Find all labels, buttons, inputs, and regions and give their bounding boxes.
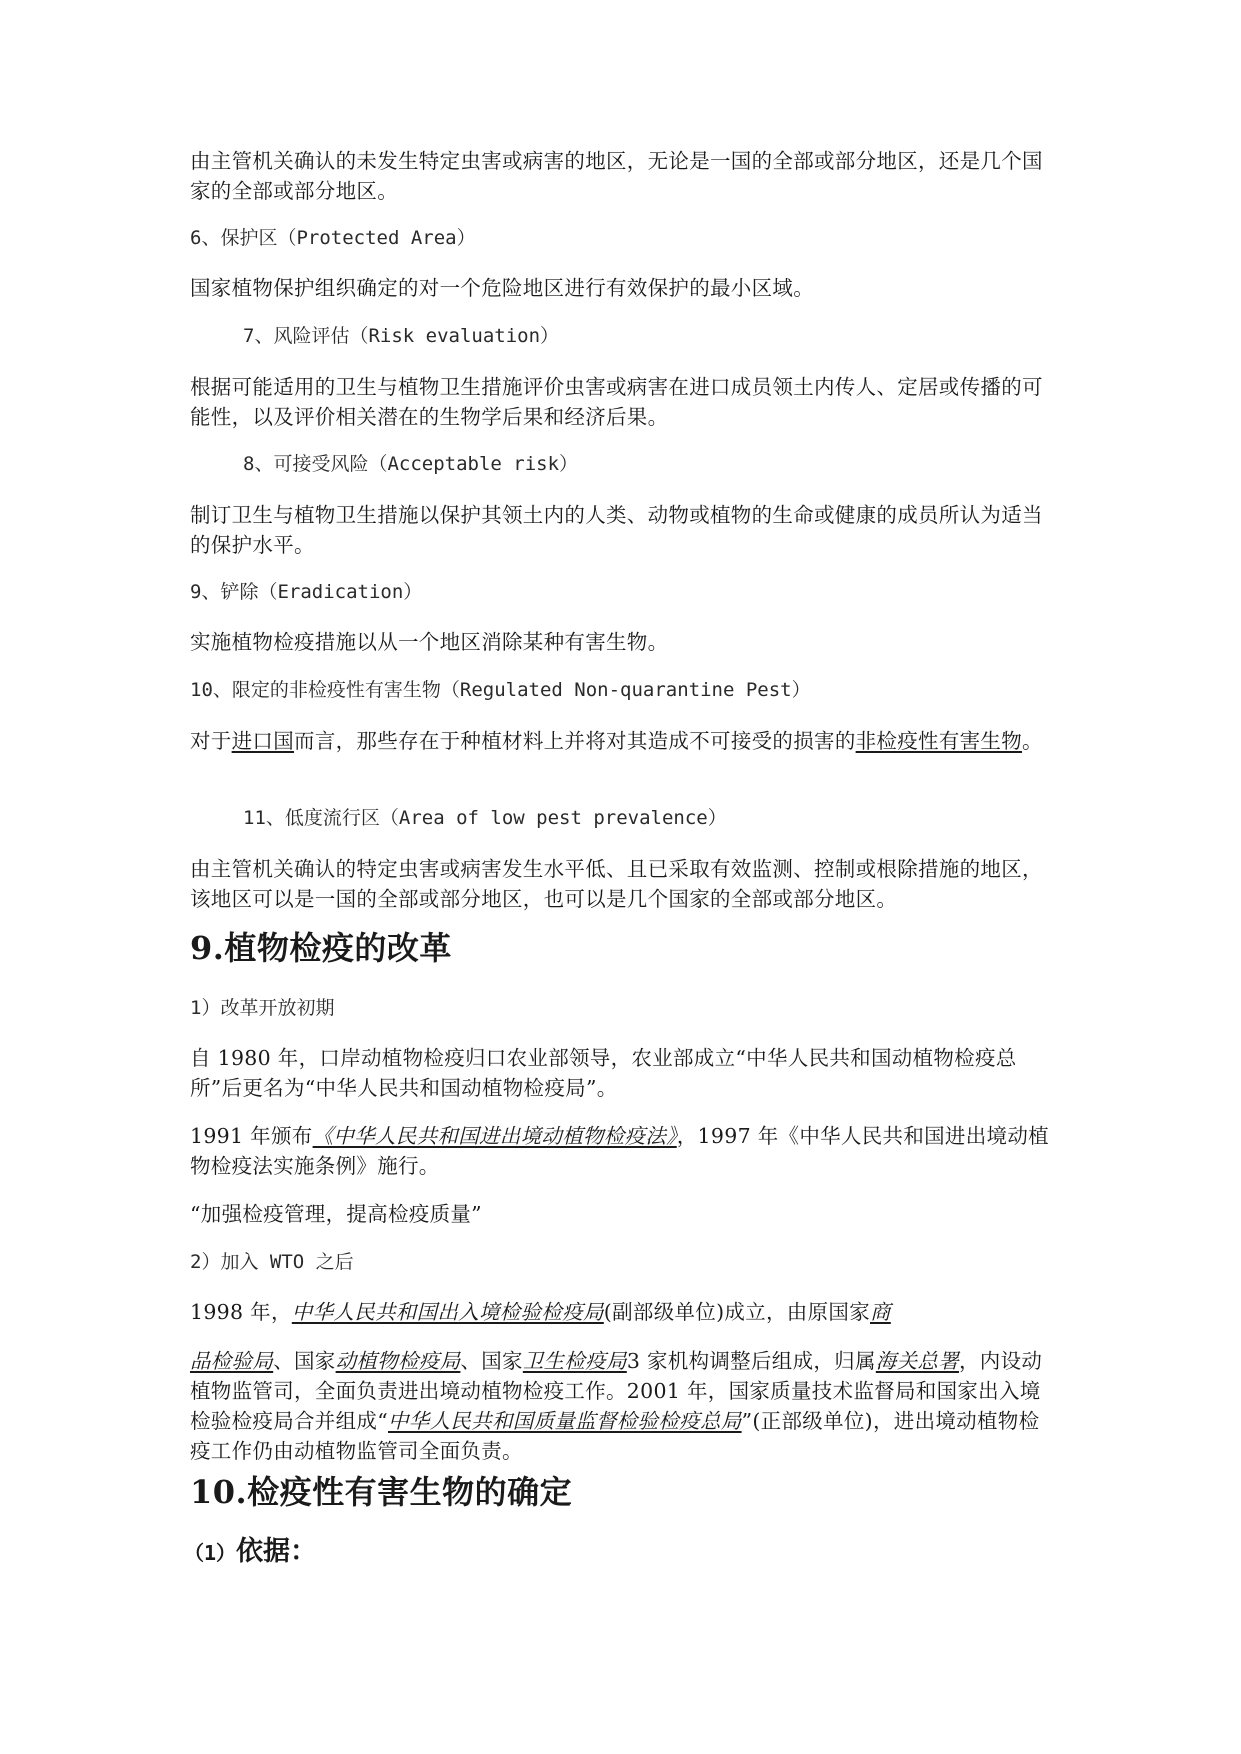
link-ciq-bureau[interactable]: 中华人民共和国出入境检验检疫局 bbox=[291, 1300, 604, 1324]
section-9-quote: “加强检疫管理，提高检疫质量” bbox=[190, 1202, 482, 1226]
definition-11-title: 11、低度流行区（Area of low pest prevalence） bbox=[243, 807, 727, 829]
intro-paragraph: 由主管机关确认的未发生特定虫害或病害的地区，无论是一国的全部或部分地区，还是几个国家的全部或部分地区。 bbox=[190, 149, 1043, 203]
link-quarantine-law[interactable]: 《中华人民共和国进出境动植物检疫法》 bbox=[312, 1124, 677, 1148]
section-10-heading: 10.检疫性有害生物的确定 bbox=[190, 1473, 573, 1511]
definition-7-title: 7、风险评估（Risk evaluation） bbox=[243, 325, 560, 347]
section-9-heading: 9.植物检疫的改革 bbox=[190, 929, 452, 967]
definition-10-title: 10、限定的非检疫性有害生物（Regulated Non-quarantine Pest） bbox=[190, 679, 811, 701]
link-health-quarantine-bureau[interactable]: 卫生检疫局 bbox=[522, 1349, 627, 1373]
definition-7-body: 根据可能适用的卫生与植物卫生措施评价虫害或病害在进口成员领土内传人、定居或传播的可能性，以及评价相关潜在的生物学后果和经济后果。 bbox=[190, 375, 1043, 429]
link-commodity-inspection-part-1[interactable]: 商 bbox=[870, 1300, 891, 1324]
section-9-paragraph-3: 1998 年，中华人民共和国出入境检验检疫局(副部级单位)成立，由原国家商 bbox=[190, 1300, 891, 1324]
link-customs-administration[interactable]: 海关总署 bbox=[875, 1349, 959, 1373]
section-9-paragraph-1: 自 1980 年，口岸动植物检疫归口农业部领导，农业部成立“中华人民共和国动植物检疫总所”后更名为“中华人民共和国动植物检疫局”。 bbox=[190, 1046, 1017, 1100]
definition-9-title: 9、铲除（Eradication） bbox=[190, 581, 423, 603]
section-10-sub-heading: （1）依据： bbox=[184, 1536, 318, 1567]
section-9-paragraph-2: 1991 年颁布《中华人民共和国进出境动植物检疫法》，1997 年《中华人民共和国进出境动植物检疫法实施条例》施行。 bbox=[190, 1124, 1049, 1178]
definition-8-body: 制订卫生与植物卫生措施以保护其领土内的人类、动物或植物的生命或健康的成员所认为适当的保护水平。 bbox=[190, 503, 1043, 557]
link-importing-country[interactable]: 进口国 bbox=[231, 729, 295, 753]
definition-6-body: 国家植物保护组织确定的对一个危险地区进行有效保护的最小区域。 bbox=[190, 276, 814, 300]
link-commodity-inspection-part-2[interactable]: 品检验局 bbox=[190, 1349, 274, 1373]
section-9-paragraph-4: 品检验局、国家动植物检疫局、国家卫生检疫局3 家机构调整后组成，归属海关总署，内设动植物监管司，全面负责进出境动植物检疫工作。2001 年，国家质量技术监督局和国家出入境检验检疫局合并组成“中华人民共和国质量监督检验检疫总局”(正部级单位)，进出境动植物检疫工作仍由动植物监管司全面负责。 bbox=[190, 1349, 1043, 1463]
definition-11-body: 由主管机关确认的特定虫害或病害发生水平低、且已采取有效监测、控制或根除措施的地区，该地区可以是一国的全部或部分地区，也可以是几个国家的全部或部分地区。 bbox=[190, 857, 1043, 911]
definition-9-body: 实施植物检疫措施以从一个地区消除某种有害生物。 bbox=[190, 630, 669, 654]
link-aqsiq[interactable]: 中华人民共和国质量监督检验检疫总局 bbox=[387, 1409, 742, 1433]
section-9-sub-2: 2）加入 WTO 之后 bbox=[190, 1251, 354, 1273]
section-9-sub-1: 1）改革开放初期 bbox=[190, 997, 335, 1019]
definition-8-title: 8、可接受风险（Acceptable risk） bbox=[243, 453, 579, 475]
link-non-quarantine-pest[interactable]: 非检疫性有害生物 bbox=[855, 729, 1023, 753]
definition-10-body: 对于进口国而言，那些存在于种植材料上并将对其造成不可接受的损害的非检疫性有害生物。 bbox=[190, 729, 1043, 753]
link-animal-plant-quarantine-bureau[interactable]: 动植物检疫局 bbox=[335, 1349, 461, 1373]
definition-6-title: 6、保护区（Protected Area） bbox=[190, 227, 476, 249]
